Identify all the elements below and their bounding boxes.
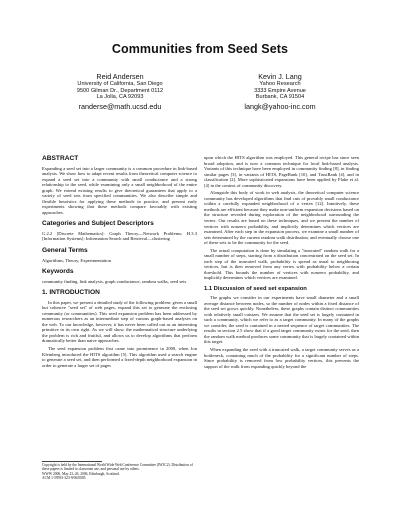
subsection-heading: 1.1 Discussion of seed set expansion xyxy=(204,286,307,293)
footnote-rule xyxy=(42,461,102,462)
paragraph: The seed expansion problem first came into prominence in 2000, when Jon Kleinberg introduced the HITS algorithm [5]. This algorithm used a search engine to generate a seed set, and then performed a fixed-depth neighborhood expansion in order to generate a larger set of pages xyxy=(42,345,197,368)
author-1 xyxy=(40,72,200,112)
copyright-notice xyxy=(42,463,197,480)
author-affiliation: 3333 Empire Avenue xyxy=(254,87,306,94)
paper-title: Communities from Seed Sets xyxy=(111,42,289,56)
author-affiliation: 9500 Gilman Dr., Department 0112 xyxy=(76,87,164,94)
author-affiliation: La Jolla, CA 92093 xyxy=(96,94,144,101)
paragraph: G.2.2 [Discrete Mathematics]: Graph Theory—Network Problems; H.3.3 [Information Systems]: Information Search and Retrieval—clustering xyxy=(42,230,197,242)
paragraph: Alongside this body of work in web analysis, the theoretical computer science community has developed algorithms that find cuts of provably small conductance within a carefully expanded neighborhood of a vertex [12]. Intuitively, these methods are efficient because they make non-uniform expansion decisions based on the structure revealed during exploration of the neighborhood surrounding the vertex. Our results are based on these techniques, and we present the number of vertices with nonzero probability, and implicitly determines which vertices are examined. After each step in the expansion process, we examine a small number of sets determined by the current random walk distribution, and eventually choose one of these sets to be the community for the seed. xyxy=(204,190,359,246)
paragraph: In this paper, we present a detailed study of the following problem: given a small but cohesive "seed set" of web pages, expand this set to generate the enclosing community (or communities). This seed expansion problem has been addressed by numerous researchers as an intermediate step of various graph-based analyses on the web. To our knowledge, however, it has never been called out as an interesting primitive in its own right. As we will show, the mathematical structure underlying the problem is rich and fruitful, and allows us to develop algorithms that perform dramatically better than naive approaches. xyxy=(42,299,197,344)
paragraph: Algorithms, Theory, Experimentation xyxy=(42,257,112,263)
paragraph: The graphs we consider in our experiments have small diameter and a small average distance between nodes, so the number of nodes within a fixed distance of the seed set grows quickly. Nonetheless, these graphs contain distinct communities with relatively small cutsizes. We assume that the seed set is largely contained in such a community, which we refer to as a target community. In many of the graphs we consider, the seed is contained in a nested sequence of target communities. The results in section 2.5 show that if a good target community exists for the seed, then the random walk method produces some community that is largely contained within this target. xyxy=(204,295,359,345)
author-block xyxy=(40,72,360,112)
section-introduction xyxy=(42,289,197,368)
author-affiliation: University of California, San Diego xyxy=(77,81,163,87)
author-email: langk@yahoo-inc.com xyxy=(244,101,316,111)
section-keywords xyxy=(42,268,197,284)
author-name: Reid Andersen xyxy=(96,72,144,81)
author-name: Kevin J. Lang xyxy=(258,72,302,81)
left-column xyxy=(42,155,197,373)
section-seed-set-expansion xyxy=(204,286,359,369)
section-categories xyxy=(42,220,197,242)
paragraph: When expanding the seed with a truncated walk, a target community serves as a bottleneck, containing much of the probability for a significant number of steps. Since probability is removed from low probability vertices, this prevents the support of the walk from expanding quickly beyond the xyxy=(204,346,359,369)
author-affiliation: Burbank, CA 91504 xyxy=(255,94,305,101)
author-2 xyxy=(200,72,360,112)
section-general-terms xyxy=(42,247,197,263)
right-column xyxy=(204,155,359,374)
copyright-line: Copyright is held by the International World Wide Web Conference Committee (IW3C2). Distribution of these papers is limited to classroom use, and personal use by others. xyxy=(42,463,193,472)
copyright-line: ACM 1-59593-323-9/06/0005. xyxy=(42,475,87,480)
paragraph: community finding, link analysis, graph conductance, random walks, seed sets xyxy=(42,278,187,284)
paragraph: Expanding a seed set into a larger community is a common procedure in link-based analysis. We show how to adapt recent results from theoretical computer science to expand a seed set into a community with small conductance and a strong relationship to the seed, while examining only a small neighborhood of the entire graph. We extend existing results to give theoretical guarantees that apply to a variety of seed sets from specified communities. We also describe simple and flexible heuristics for applying these methods in practice, and present early experiments showing that these methods compare favorably with existing approaches. xyxy=(42,165,197,215)
section-heading: General Terms xyxy=(42,247,88,255)
author-email: randerse@math.ucsd.edu xyxy=(78,101,162,111)
section-heading: Keywords xyxy=(42,268,74,276)
copyright-line: WWW 2006, May 23–26, 2006, Edinburgh, Scotland. xyxy=(42,471,120,476)
section-heading: ABSTRACT xyxy=(42,155,79,162)
paragraph: upon which the HITS algorithm was employed. This general recipe has since seen broad adoption, and is now a common technique for local link-based analysis. Variants of this technique have been employed in community finding [8], in finding similar pages [3], in variants of HITS, PageRank [10], and TrustRank [4], and in classification [2]. More sophisticated expansions have been applied by Flake et al. [4] in the context of community discovery. xyxy=(204,155,359,188)
author-affiliation: Yahoo Research xyxy=(259,81,301,87)
section-intro-continued xyxy=(204,155,359,281)
section-heading: Categories and Subject Descriptors xyxy=(42,220,154,228)
section-abstract xyxy=(42,155,197,215)
paragraph: The actual computation is done by simulating a "truncated" random walk for a small number of steps, starting from a distribution concentrated on the seed set. In each step of the truncated walk, probability is spread as usual to neighboring vertices, but is then removed from any vertex with probability below a certain threshold. This bounds the number of vertices with nonzero probability, and implicitly determines which vertices are examined. xyxy=(204,247,359,281)
section-heading: 1. INTRODUCTION xyxy=(42,289,100,297)
